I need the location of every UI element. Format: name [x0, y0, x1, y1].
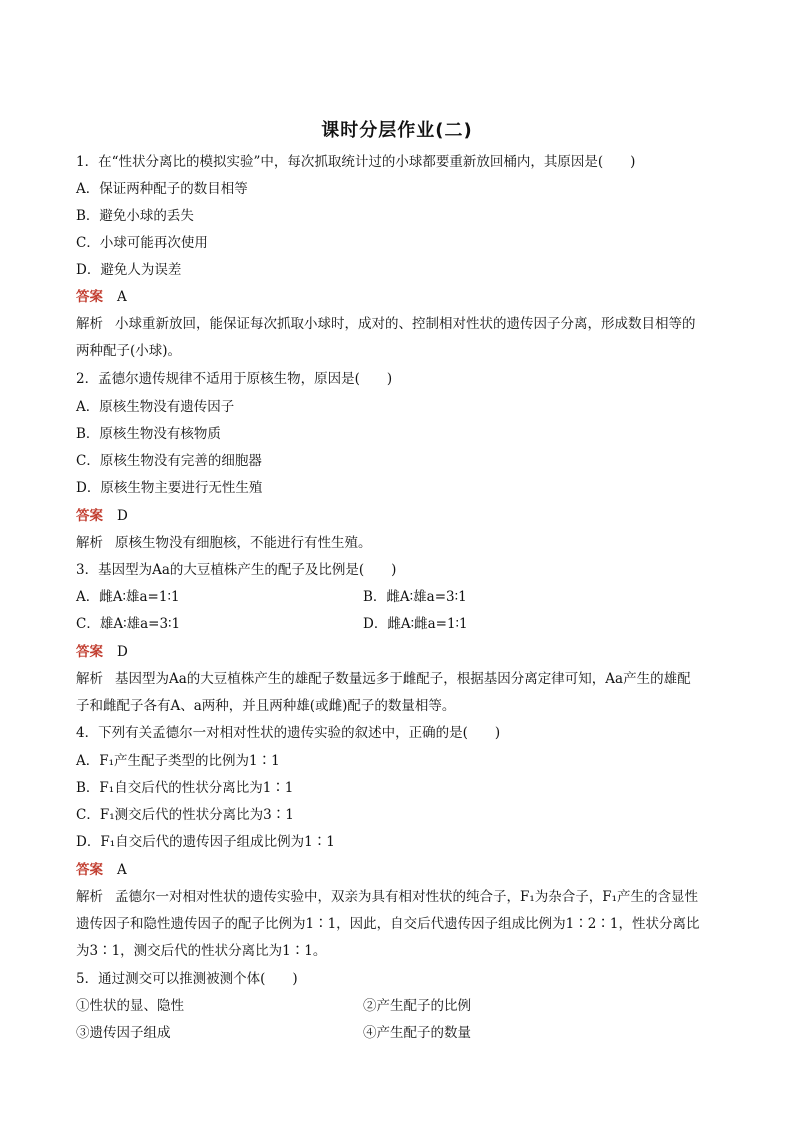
q4-explanation-cont-2: 为3∶1，测交后代的性状分离比为1∶1。	[76, 943, 327, 959]
q3-option-d: D．雌A∶雌a=1∶1	[363, 616, 468, 632]
q3-options-row-2	[76, 614, 726, 634]
q4-answer	[76, 860, 726, 880]
q4-option-d: D．F₁自交后代的遗传因子组成比例为1∶1	[76, 834, 335, 850]
explanation-label: 解析	[76, 889, 103, 905]
q4-stem: 4．下列有关孟德尔一对相对性状的遗传实验的叙述中，正确的是( )	[76, 725, 501, 741]
q4-option-c: C．F₁测交后代的性状分离比为3∶1	[76, 807, 294, 823]
q4-explanation	[76, 887, 726, 907]
q3-option-b: B．雌A∶雄a=3∶1	[363, 589, 467, 605]
q1-option-b: B．避免小球的丢失	[76, 208, 194, 224]
q4-explanation-cont: 遗传因子和隐性遗传因子的配子比例为1∶1，因此，自交后代遗传因子组成比例为1∶2∶1，性状分离比	[76, 916, 700, 932]
q1-stem: 1．在“性状分离比的模拟实验”中，每次抓取统计过的小球都要重新放回桶内，其原因是( )	[76, 154, 636, 170]
q3-explanation	[76, 669, 726, 689]
explanation-label: 解析	[76, 535, 103, 551]
q1-explanation-cont: 两种配子(小球)。	[76, 343, 182, 359]
q5-option-3: ③遗传因子组成	[76, 1025, 171, 1041]
q1-option-d: D．避免人为误差	[76, 262, 182, 278]
explanation-text: 孟德尔一对相对性状的遗传实验中，双亲为具有相对性状的纯合子，F₁为杂合子，F₁产生的含显性	[115, 889, 699, 905]
page-title: 课时分层作业(二)	[321, 120, 473, 141]
q3-stem: 3．基因型为Aa的大豆植株产生的配子及比例是( )	[76, 562, 397, 578]
answer-value: D	[117, 508, 128, 524]
q5-stem: 5．通过测交可以推测被测个体( )	[76, 971, 298, 987]
q3-answer	[76, 642, 726, 662]
q1-option-a: A．保证两种配子的数目相等	[76, 181, 248, 197]
explanation-label: 解析	[76, 316, 103, 332]
explanation-text: 原核生物没有细胞核，不能进行有性生殖。	[115, 535, 372, 551]
answer-label: 答案	[76, 862, 103, 878]
answer-value: A	[117, 862, 127, 878]
q5-option-4: ④产生配子的数量	[363, 1025, 471, 1041]
answer-value: A	[117, 289, 127, 305]
q5-options-row-1	[76, 996, 726, 1016]
q5-options-row-2	[76, 1023, 726, 1043]
answer-label: 答案	[76, 289, 103, 305]
q3-options-row-1	[76, 587, 726, 607]
explanation-text: 基因型为Aa的大豆植株产生的雄配子数量远多于雌配子，根据基因分离定律可知，Aa产生的雄配	[115, 671, 691, 687]
answer-label: 答案	[76, 644, 103, 660]
q5-option-1: ①性状的显、隐性	[76, 998, 184, 1014]
answer-value: D	[117, 644, 128, 660]
q2-option-c: C．原核生物没有完善的细胞器	[76, 453, 262, 469]
q2-option-b: B．原核生物没有核物质	[76, 426, 221, 442]
q1-option-c: C．小球可能再次使用	[76, 235, 208, 251]
q1-answer	[76, 287, 726, 307]
q3-option-c: C．雄A∶雄a=3∶1	[76, 616, 181, 632]
q5-option-2: ②产生配子的比例	[363, 998, 471, 1014]
q4-option-b: B．F₁自交后代的性状分离比为1∶1	[76, 780, 294, 796]
q2-explanation	[76, 533, 726, 553]
q3-explanation-cont: 子和雌配子各有A、a两种，并且两种雄(或雌)配子的数量相等。	[76, 698, 456, 714]
q2-option-d: D．原核生物主要进行无性生殖	[76, 480, 263, 496]
q2-stem: 2．孟德尔遗传规律不适用于原核生物，原因是( )	[76, 371, 393, 387]
q3-option-a: A．雌A∶雄a=1∶1	[76, 589, 180, 605]
q1-explanation	[76, 314, 726, 334]
q4-option-a: A．F₁产生配子类型的比例为1∶1	[76, 753, 280, 769]
answer-label: 答案	[76, 508, 103, 524]
explanation-label: 解析	[76, 671, 103, 687]
q2-option-a: A．原核生物没有遗传因子	[76, 399, 235, 415]
q2-answer	[76, 506, 726, 526]
explanation-text: 小球重新放回，能保证每次抓取小球时，成对的、控制相对性状的遗传因子分离，形成数目相等的	[115, 316, 696, 332]
